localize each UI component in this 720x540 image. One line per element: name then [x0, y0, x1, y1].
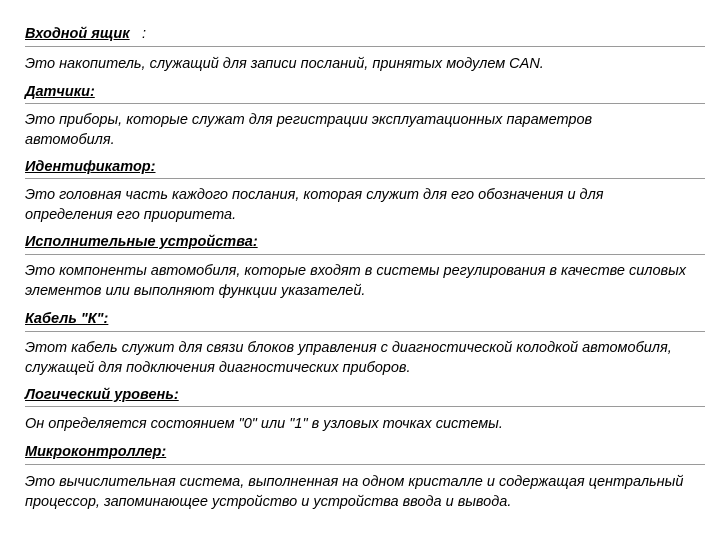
term-definition: Это компоненты автомобиля, которые входят в системы регулирования в качестве силовых элементов или выполняют функции указателей. — [25, 263, 687, 299]
divider — [25, 406, 705, 407]
term-text: Входной ящик — [25, 26, 130, 42]
divider — [25, 103, 705, 104]
term-definition: Он определяется состоянием "0" или "1" в узловых точках системы. — [25, 416, 503, 432]
divider — [25, 46, 705, 47]
divider — [25, 254, 705, 255]
term-definition: Это приборы, которые служат для регистрации эксплуатационных параметров автомобиля. — [25, 112, 593, 148]
term-heading: Датчики: — [25, 84, 95, 100]
term-definition: Это вычислительная система, выполненная на одном кристалле и содержащая центральный процессор, запоминающее устройство и устройства ввода и вывода. — [25, 474, 684, 510]
term-definition: Это накопитель, служащий для записи посланий, принятых модулем CAN. — [25, 56, 544, 72]
term-definition: Это головная часть каждого послания, которая служит для его обозначения и для определения его приоритета. — [25, 187, 604, 223]
divider — [25, 178, 705, 179]
term-heading: Исполнительные устройства: — [25, 234, 258, 250]
divider — [25, 464, 705, 465]
term-definition: Этот кабель служит для связи блоков управления с диагностической колодкой автомобиля, служащей для подключения диагностических приборов. — [25, 340, 672, 376]
term-colon: : — [142, 26, 147, 42]
term-heading — [25, 25, 130, 43]
term-heading: Идентификатор: — [25, 159, 156, 175]
term-heading: Кабель "К": — [25, 311, 109, 327]
term-heading: Логический уровень: — [25, 387, 179, 403]
term-heading: Микроконтроллер: — [25, 444, 167, 460]
divider — [25, 331, 705, 332]
